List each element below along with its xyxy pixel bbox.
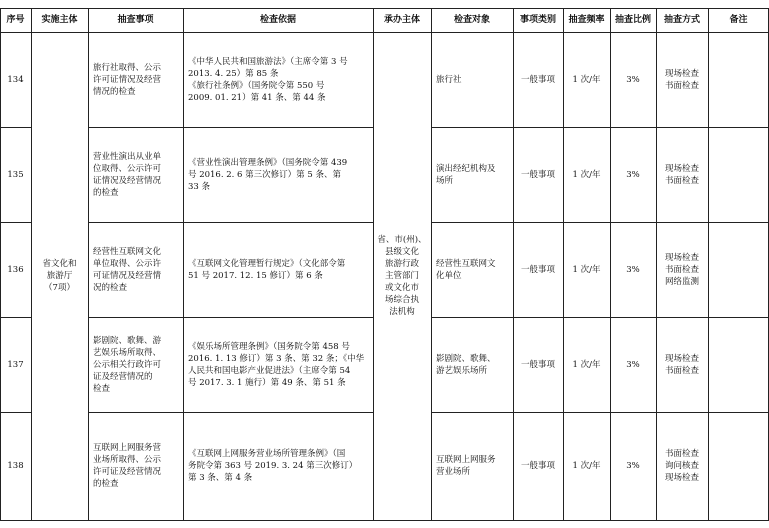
grid-line <box>0 32 769 33</box>
grid-line <box>708 8 709 521</box>
grid-line <box>610 8 611 521</box>
grid-line <box>31 8 32 521</box>
inspection-ratio-text: 3% <box>626 359 640 370</box>
header-cell-text: 承办主体 <box>383 15 420 25</box>
row-number <box>0 32 31 127</box>
grid-line <box>431 8 432 521</box>
header-cell-text: 序号 <box>6 15 25 25</box>
item-category-text: 一般事项 <box>520 359 555 370</box>
inspection-basis <box>183 317 373 412</box>
row-number <box>0 222 31 317</box>
inspection-object-text: 旅行社 <box>436 74 462 85</box>
inspection-item <box>88 127 183 222</box>
grid-line <box>656 8 657 521</box>
row-number-text: 135 <box>7 169 24 180</box>
grid-line <box>0 127 31 128</box>
grid-line <box>88 317 374 318</box>
header-cell-text: 抽查比例 <box>614 15 651 25</box>
item-category-text: 一般事项 <box>520 74 555 85</box>
header-cell-text: 检查依据 <box>259 15 296 25</box>
inspection-method-text: 现场检查 书面检查 <box>664 68 699 91</box>
header-cell-text: 抽查方式 <box>663 15 700 25</box>
row-number-text: 138 <box>7 461 24 471</box>
grid-line <box>183 8 184 521</box>
grid-line <box>431 412 769 413</box>
inspection-object <box>431 412 513 520</box>
inspection-ratio-text: 3% <box>626 74 640 85</box>
item-category <box>513 127 563 222</box>
grid-line <box>0 412 31 413</box>
inspection-item <box>88 222 183 317</box>
header-cell-text: 检查对象 <box>453 15 490 25</box>
grid-line <box>0 520 769 521</box>
row-number <box>0 412 31 520</box>
item-category <box>513 32 563 127</box>
inspection-basis-text: 《中华人民共和国旅游法》（主席令第 3 号 2013. 4. 25）第 85 条 《旅行社条例》（国务院令第 550 号 2009. 01. 21）第 41 条、第 44 条 <box>188 56 348 103</box>
inspection-frequency <box>563 317 610 412</box>
header-cell <box>88 8 183 32</box>
header-cell <box>563 8 610 32</box>
grid-line <box>431 127 769 128</box>
inspection-object <box>431 222 513 317</box>
remarks <box>708 32 769 127</box>
header-cell <box>183 8 373 32</box>
header-cell <box>0 8 31 32</box>
implementing-body-cell <box>31 32 88 520</box>
inspection-frequency-text: 1 次/年 <box>572 264 601 275</box>
remarks <box>708 222 769 317</box>
inspection-method <box>656 317 708 412</box>
item-category-text: 一般事项 <box>520 264 555 275</box>
inspection-method <box>656 127 708 222</box>
inspection-object-text: 影剧院、歌舞、 游艺娱乐场所 <box>436 353 496 376</box>
item-category <box>513 317 563 412</box>
inspection-frequency <box>563 222 610 317</box>
inspection-object <box>431 127 513 222</box>
header-cell <box>656 8 708 32</box>
inspection-basis <box>183 32 373 127</box>
grid-line <box>88 127 374 128</box>
grid-line <box>88 222 374 223</box>
grid-line <box>0 317 31 318</box>
header-cell-text: 抽查频率 <box>568 15 605 25</box>
undertaking-body-cell <box>373 32 431 520</box>
inspection-basis-text: 《互联网文化管理暂行规定》（文化部令第 51 号 2017. 12. 15 修订）第 6 条 <box>188 258 346 281</box>
remarks <box>708 317 769 412</box>
inspection-object-text: 互联网上网服务 营业场所 <box>436 455 496 477</box>
inspection-object-text: 演出经纪机构及 场所 <box>436 163 496 186</box>
header-cell <box>373 8 431 32</box>
inspection-basis-text: 《娱乐场所管理条例》（国务院令第 458 号 2016. 1. 13 修订）第 3 条、第 32 条；《中华 人民共和国电影产业促进法》（主席令第 54 号 2017. 3. 1 施行）第 49 条、第 51 条 <box>188 341 365 388</box>
inspection-ratio <box>610 412 656 520</box>
implementing-body-cell-text: 省文化和 旅游厅 （7项） <box>42 259 77 293</box>
inspection-ratio-text: 3% <box>626 461 640 471</box>
inspection-method-text: 现场检查 书面检查 <box>664 163 699 186</box>
row-number-text: 134 <box>7 74 24 85</box>
inspection-basis <box>183 222 373 317</box>
header-cell-text: 抽查事项 <box>117 15 154 25</box>
grid-line <box>88 412 374 413</box>
inspection-method <box>656 412 708 520</box>
inspection-basis-text: 《互联网上网服务营业场所管理条例》（国 务院令第 363 号 2019. 3. 24 第三次修订） 第 3 条、第 4 条 <box>188 449 358 483</box>
grid-line <box>513 8 514 521</box>
inspection-frequency <box>563 412 610 520</box>
undertaking-body-cell-text: 省、市(州)、 县级文化 旅游行政 主管部门 或文化市 场综合执 法机构 <box>377 235 427 317</box>
inspection-method-text: 现场检查 书面检查 <box>664 353 699 376</box>
remarks <box>708 412 769 520</box>
inspection-method-text: 书面检查 询问核查 现场检查 <box>664 449 699 483</box>
item-category <box>513 412 563 520</box>
inspection-item-text: 营业性演出从业单 位取得、公示许可 证情况及经营情况 的检查 <box>93 151 162 198</box>
item-category-text: 一般事项 <box>520 461 555 471</box>
inspection-object-text: 经营性互联网文 化单位 <box>436 258 496 281</box>
header-cell-text: 事项类别 <box>519 15 556 25</box>
inspection-frequency-text: 1 次/年 <box>572 169 601 180</box>
remarks <box>708 127 769 222</box>
grid-line <box>88 8 89 521</box>
inspection-item-text: 经营性互联网文化 单位取得、公示许 可证情况及经营情 况的检查 <box>93 246 162 293</box>
inspection-ratio-text: 3% <box>626 169 640 180</box>
inspection-method <box>656 32 708 127</box>
inspection-ratio <box>610 317 656 412</box>
header-cell-text: 备注 <box>729 15 748 25</box>
inspection-item-text: 影剧院、歌舞、游 艺娱乐场所取得、 公示相关行政许可 证及经营情况的 检查 <box>93 335 162 394</box>
inspection-frequency <box>563 127 610 222</box>
header-cell <box>610 8 656 32</box>
grid-line <box>431 222 769 223</box>
inspection-ratio <box>610 222 656 317</box>
grid-line <box>0 8 1 521</box>
row-number-text: 137 <box>7 359 24 370</box>
inspection-ratio-text: 3% <box>626 264 640 275</box>
inspection-item-text: 互联网上网服务营 业场所取得、公示 许可证及经营情况 的检查 <box>93 443 162 489</box>
inspection-ratio <box>610 127 656 222</box>
inspection-basis <box>183 127 373 222</box>
row-number <box>0 317 31 412</box>
inspection-method <box>656 222 708 317</box>
grid-line <box>431 317 769 318</box>
inspection-frequency <box>563 32 610 127</box>
grid-line <box>0 222 31 223</box>
inspection-item <box>88 412 183 520</box>
row-number <box>0 127 31 222</box>
grid-line <box>0 8 769 9</box>
header-cell <box>31 8 88 32</box>
inspection-basis <box>183 412 373 520</box>
item-category <box>513 222 563 317</box>
grid-line <box>563 8 564 521</box>
inspection-object <box>431 317 513 412</box>
inspection-item <box>88 32 183 127</box>
header-cell-text: 实施主体 <box>41 15 78 25</box>
inspection-basis-text: 《营业性演出管理条例》（国务院令第 439 号 2016. 2. 6 第三次修订）第 5 条、第 33 条 <box>188 157 348 192</box>
inspection-ratio <box>610 32 656 127</box>
inspection-item <box>88 317 183 412</box>
inspection-method-text: 现场检查 书面检查 网络监测 <box>664 252 699 287</box>
inspection-frequency-text: 1 次/年 <box>572 74 601 85</box>
inspection-frequency-text: 1 次/年 <box>572 359 601 370</box>
row-number-text: 136 <box>7 264 24 275</box>
inspection-frequency-text: 1 次/年 <box>572 461 601 471</box>
header-cell <box>431 8 513 32</box>
inspection-item-text: 旅行社取得、公示 许可证情况及经营 情况的检查 <box>93 62 162 97</box>
header-cell <box>513 8 563 32</box>
item-category-text: 一般事项 <box>520 169 555 180</box>
header-cell <box>708 8 769 32</box>
grid-line <box>373 8 374 521</box>
inspection-object <box>431 32 513 127</box>
